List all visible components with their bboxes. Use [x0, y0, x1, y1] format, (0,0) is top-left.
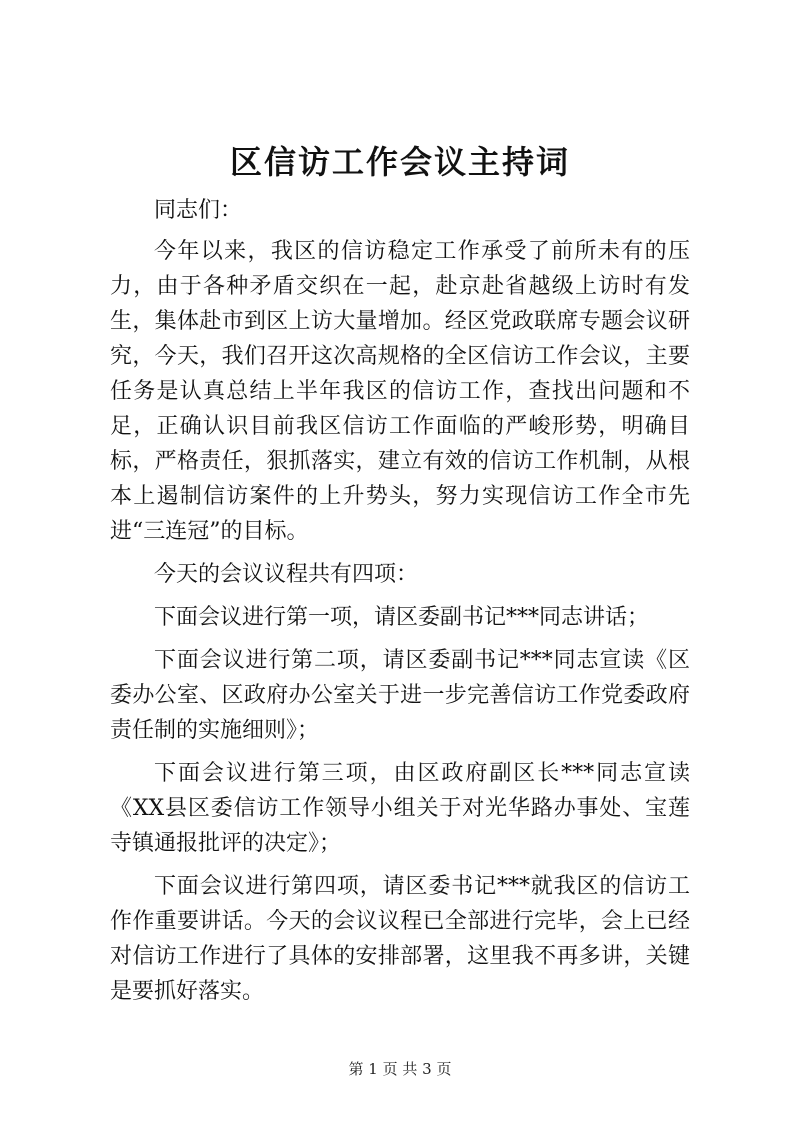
- document-body: [110, 193, 690, 1017]
- agenda-item-2-paragraph: 下面会议进行第二项，请区委副书记***同志宣读《区委办公室、区政府办公室关于进一步完善信访工作党委政府责任制的实施细则》；: [110, 648, 690, 743]
- intro-paragraph: 今年以来，我区的信访稳定工作承受了前所未有的压力，由于各种矛盾交织在一起，赴京赴省越级上访时有发生，集体赴市到区上访大量增加。经区党政联席专题会议研究，今天，我们召开这次高规格的全区信访工作会议，主要任务是认真总结上半年我区的信访工作，查找出问题和不足，正确认识目前我区信访工作面临的严峻形势，明确目标，严格责任，狠抓落实，建立有效的信访工作机制，从根本上遏制信访案件的上升势头，努力实现信访工作全市先进“三连冠”的目标。: [110, 239, 690, 544]
- agenda-item-3-paragraph: 下面会议进行第三项，由区政府副区长***同志宣读《XX县区委信访工作领导小组关于对光华路办事处、宝莲寺镇通报批评的决定》；: [110, 761, 690, 856]
- page-footer: 第 1 页 共 3 页: [348, 1060, 452, 1078]
- document-title: 区信访工作会议主持词: [229, 143, 570, 181]
- agenda-intro-paragraph: 今天的会议议程共有四项：: [154, 562, 419, 587]
- salutation-paragraph: 同志们：: [154, 198, 243, 223]
- agenda-item-4-paragraph: 下面会议进行第四项，请区委书记***就我区的信访工作作重要讲话。今天的会议议程已全部进行完毕，会上已经对信访工作进行了具体的安排部署，这里我不再多讲，关键是要抓好落实。: [110, 874, 690, 1004]
- agenda-item-1-paragraph: 下面会议进行第一项，请区委副书记***同志讲话；: [154, 605, 650, 630]
